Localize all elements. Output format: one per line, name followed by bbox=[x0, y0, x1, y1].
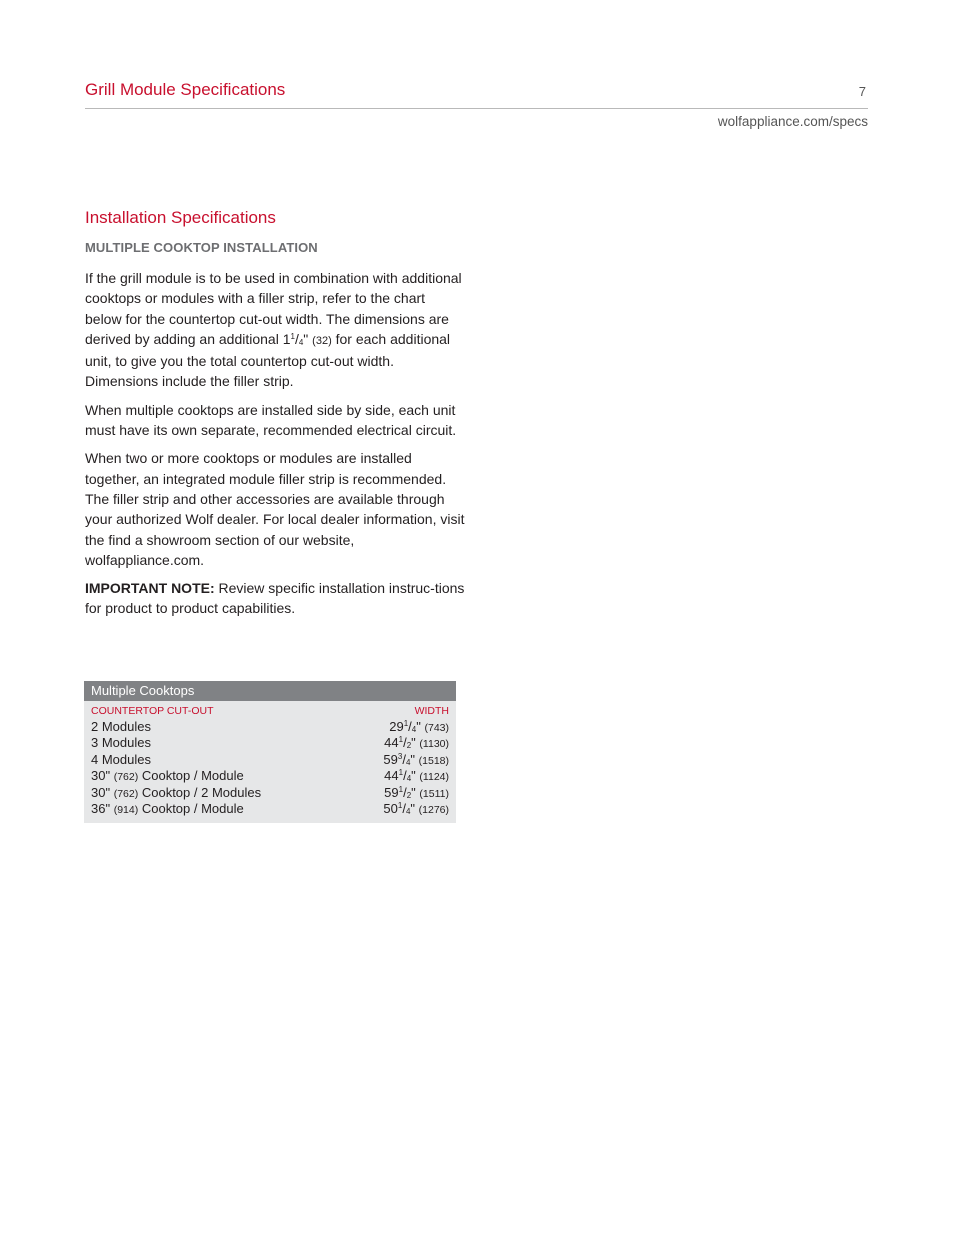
subsection-title: MULTIPLE COOKTOP INSTALLATION bbox=[85, 240, 318, 255]
width-frac-den: 2 bbox=[406, 741, 412, 751]
important-note-label: IMPORTANT NOTE: bbox=[85, 580, 215, 597]
table-row bbox=[84, 785, 456, 801]
cutout-label-text: 30" bbox=[91, 784, 111, 800]
width-frac-den: 4 bbox=[406, 774, 412, 784]
width-whole: 59 bbox=[384, 784, 399, 800]
width-frac-den: 4 bbox=[405, 757, 411, 767]
cutout-label-suffix: Cooktop / 2 Modules bbox=[141, 784, 262, 800]
width-frac-num: 1 bbox=[397, 800, 403, 810]
cutout-label bbox=[91, 801, 244, 817]
installation-section bbox=[85, 207, 465, 627]
width-whole: 50 bbox=[383, 800, 398, 816]
multiple-cooktops-table bbox=[84, 681, 456, 823]
page-header-title: Grill Module Specifications bbox=[85, 80, 286, 99]
table-header-row bbox=[84, 701, 456, 719]
width-inch-mark: " bbox=[411, 735, 416, 751]
cutout-label-suffix: Cooktop / Module bbox=[141, 800, 244, 816]
width-mm: (1124) bbox=[419, 771, 449, 784]
cutout-label-text: 36" bbox=[91, 800, 111, 816]
table-row bbox=[84, 801, 456, 817]
table-row bbox=[84, 719, 456, 735]
width-mm: (743) bbox=[424, 722, 449, 734]
cutout-label-mm: (914) bbox=[113, 803, 139, 816]
cutout-label bbox=[91, 785, 261, 801]
column-header-width: WIDTH bbox=[414, 705, 449, 717]
table-row bbox=[84, 752, 456, 768]
width-frac-den: 4 bbox=[405, 806, 411, 816]
table-row bbox=[84, 768, 456, 784]
width-value: $59^1/_2$" (1511) bbox=[384, 784, 449, 800]
cutout-label bbox=[91, 735, 151, 751]
cutout-label-mm: (762) bbox=[113, 771, 139, 784]
width-inch-mark: " bbox=[410, 751, 416, 767]
cutout-label bbox=[91, 752, 151, 768]
cutout-label bbox=[91, 719, 151, 735]
page-number: 7 bbox=[858, 84, 866, 99]
width-inch-mark: " bbox=[416, 719, 421, 734]
important-note-text: Review specific installation instruc-tions for product to product capabilities. bbox=[85, 580, 465, 617]
para1-frac-num: 1 bbox=[290, 331, 295, 341]
width-frac-num: 1 bbox=[403, 719, 409, 728]
width-inch-mark: " bbox=[410, 800, 416, 816]
width-frac-num: 1 bbox=[398, 768, 404, 778]
cutout-label-text: 4 Modules bbox=[91, 751, 151, 767]
paragraph-cutout-width: If the grill module is to be used in combination with additional cooktops or modules with a filler strip, refer to the chart below for the countertop cut-out width. The dimensions are derived by adding an additional $1^1/_4$" (32) for each additional unit, to give you the total countertop cut-out width. Dimensions include the filler strip. bbox=[85, 270, 462, 390]
width-whole: 59 bbox=[383, 751, 398, 767]
para1-frac-den: 4 bbox=[298, 337, 304, 347]
header-divider bbox=[85, 108, 868, 109]
width-value: $44^1/_2$" (1130) bbox=[384, 735, 449, 751]
width-frac-num: 1 bbox=[398, 735, 404, 745]
column-header-cutout: COUNTERTOP CUT-OUT bbox=[91, 705, 214, 717]
cutout-label-suffix: Cooktop / Module bbox=[141, 768, 244, 784]
table-body bbox=[84, 719, 456, 817]
paragraph-important-note bbox=[85, 578, 465, 619]
width-frac-den: 2 bbox=[406, 790, 412, 800]
para1-text-after: for each additional unit, to give you the total countertop cut-out width. Dimensions include the filler strip. bbox=[85, 330, 451, 390]
cutout-label bbox=[91, 768, 244, 784]
width-frac-num: 1 bbox=[398, 784, 404, 794]
table-row bbox=[84, 735, 456, 751]
width-frac-num: 3 bbox=[397, 751, 403, 761]
width-whole: 44 bbox=[384, 735, 399, 751]
width-whole: 44 bbox=[384, 768, 399, 784]
width-mm: (1518) bbox=[418, 754, 449, 767]
para1-mm-value: (32) bbox=[312, 334, 332, 347]
width-mm: (1130) bbox=[419, 738, 449, 751]
width-mm: (1511) bbox=[419, 787, 449, 800]
width-inch-mark: " bbox=[411, 784, 416, 800]
width-value: $59^3/_4$" (1518) bbox=[383, 751, 449, 767]
width-whole: 29 bbox=[389, 719, 404, 734]
width-inch-mark: " bbox=[411, 768, 416, 784]
width-mm: (1276) bbox=[418, 803, 449, 816]
width-frac-den: 4 bbox=[411, 725, 417, 734]
para1-text-before: If the grill module is to be used in combination with additional cooktops or modules with a filler strip, refer to the chart below for the countertop cut-out width. The dimensions are derived by adding an additional 1 bbox=[85, 270, 462, 347]
table-title: Multiple Cooktops bbox=[84, 681, 456, 701]
site-url-link[interactable]: wolfappliance.com/specs bbox=[717, 114, 868, 129]
cutout-label-text: 3 Modules bbox=[91, 735, 151, 751]
cutout-label-text: 30" bbox=[91, 768, 111, 784]
width-value: $44^1/_4$" (1124) bbox=[384, 768, 449, 784]
width-value: $50^1/_4$" (1276) bbox=[383, 800, 449, 816]
paragraph-filler-strip: When two or more cooktops or modules are installed together, an integrated module filler strip is recommended. The filler strip and other accessories are available through your authorized Wolf dealer. For local dealer information, visit the find a showroom section of our website, wolfappliance.com. bbox=[85, 450, 465, 568]
section-title: Installation Specifications bbox=[85, 208, 276, 227]
cutout-label-mm: (762) bbox=[113, 787, 139, 800]
cutout-label-text: 2 Modules bbox=[91, 719, 151, 734]
para1-inch-mark: " bbox=[303, 330, 309, 347]
width-value: $29^1/_4$" (743) bbox=[389, 719, 449, 734]
paragraph-electrical-circuit: When multiple cooktops are installed side by side, each unit must have its own separate, recommended electrical circuit. bbox=[85, 401, 457, 439]
